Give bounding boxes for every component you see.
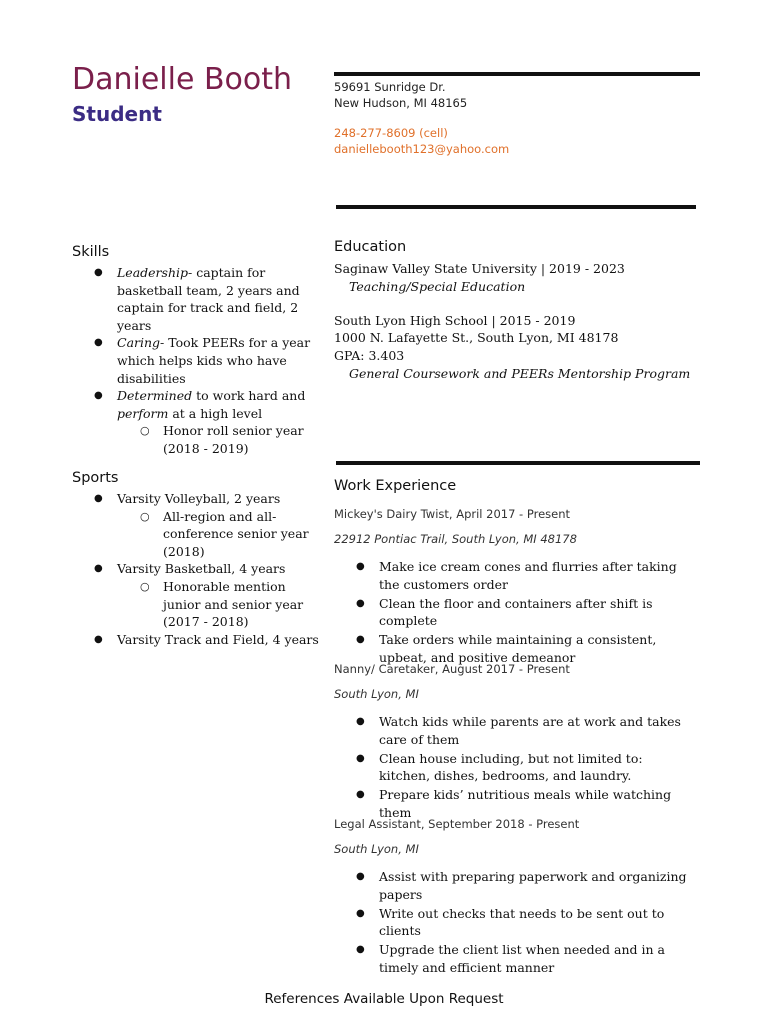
skill-text-2: at a high level bbox=[168, 405, 263, 421]
sport-text: Varsity Basketball, 4 years bbox=[117, 561, 286, 577]
bullet-icon: ● bbox=[356, 752, 365, 764]
skill-lead: Caring- bbox=[117, 335, 165, 351]
sport-item bbox=[72, 490, 327, 560]
job-3-title: Legal Assistant, September 2018 - Present bbox=[334, 817, 580, 831]
sport-text: Varsity Track and Field, 4 years bbox=[117, 631, 319, 647]
job-3-location: South Lyon, MI bbox=[334, 842, 419, 856]
duty-item bbox=[334, 941, 690, 976]
sport-subitem-text: Honorable mention junior and senior year (2017 - 2018) bbox=[163, 578, 304, 630]
bullet-icon: ● bbox=[356, 597, 365, 609]
duty-item bbox=[334, 558, 690, 593]
bullet-icon: ● bbox=[356, 561, 365, 572]
duty-item bbox=[334, 595, 690, 630]
bullet-icon: ● bbox=[356, 907, 365, 919]
skill-subitem-text: Honor roll senior year (2018 - 2019) bbox=[163, 423, 304, 456]
sport-subitem-text: All-region and all-conference senior year (2018) bbox=[163, 508, 309, 559]
top-divider bbox=[334, 72, 700, 76]
duty-item bbox=[334, 713, 690, 748]
bullet-icon: ● bbox=[94, 267, 103, 278]
job-2-title: Nanny/ Caretaker, August 2017 - Present bbox=[334, 662, 570, 676]
job-1-title: Mickey's Dairy Twist, April 2017 - Present bbox=[334, 507, 571, 521]
job-2-duties bbox=[334, 713, 690, 823]
skill-text: Took PEERs for a year which helps kids who have disabilities bbox=[117, 335, 311, 386]
email-address[interactable]: daniellebooth123@yahoo.com bbox=[334, 142, 510, 156]
sport-text: Varsity Volleyball, 2 years bbox=[117, 491, 281, 506]
skill-lead-2: perform bbox=[117, 405, 169, 421]
bullet-icon: ● bbox=[356, 634, 365, 646]
job-3-duties bbox=[334, 868, 690, 978]
duty-text: Write out checks that needs to be sent out to clients bbox=[379, 905, 665, 939]
school-2-name: South Lyon High School | 2015 - 2019 bbox=[334, 313, 576, 328]
skill-item-caring bbox=[72, 334, 327, 387]
education-heading: Education bbox=[334, 239, 407, 255]
duty-item bbox=[334, 868, 690, 903]
bullet-icon: ● bbox=[94, 390, 103, 402]
job-1-duties bbox=[334, 558, 690, 668]
hollow-bullet-icon: ○ bbox=[140, 509, 150, 523]
duty-text: Clean house including, but not limited to: kitchen, dishes, bedrooms, and laundry. bbox=[379, 750, 643, 784]
skill-item-determined bbox=[72, 387, 327, 457]
sport-sublist bbox=[117, 508, 327, 561]
bullet-icon: ● bbox=[94, 493, 103, 504]
resume-name: Danielle Booth bbox=[72, 62, 293, 97]
sport-subitem bbox=[140, 578, 327, 631]
references-footer: References Available Upon Request bbox=[264, 991, 504, 1007]
job-1-location: 22912 Pontiac Trail, South Lyon, MI 48178 bbox=[334, 532, 577, 546]
school-1-program: Teaching/Special Education bbox=[349, 279, 526, 294]
hollow-bullet-icon: ○ bbox=[140, 424, 150, 438]
school-1-name: Saginaw Valley State University | 2019 - 2023 bbox=[334, 261, 625, 276]
duty-text: Watch kids while parents are at work and takes care of them bbox=[379, 714, 681, 747]
contact-divider bbox=[336, 205, 696, 209]
duty-item bbox=[334, 750, 690, 785]
sport-subitem bbox=[140, 508, 327, 561]
duty-text: Clean the floor and containers after shift is complete bbox=[379, 595, 653, 629]
sport-item bbox=[72, 631, 327, 649]
sport-item bbox=[72, 560, 327, 630]
skill-lead: Leadership- bbox=[117, 265, 193, 280]
duty-text: Take orders while maintaining a consistent, upbeat, and positive demeanor bbox=[379, 632, 657, 665]
skills-heading: Skills bbox=[72, 244, 110, 260]
sport-sublist bbox=[117, 578, 327, 631]
school-2-address: 1000 N. Lafayette St., South Lyon, MI 48178 bbox=[334, 330, 619, 345]
duty-text: Upgrade the client list when needed and in a timely and efficient manner bbox=[379, 942, 665, 975]
resume-subtitle: Student bbox=[72, 102, 162, 126]
bullet-icon: ● bbox=[356, 716, 365, 727]
skills-list bbox=[72, 264, 327, 458]
school-2-gpa: GPA: 3.403 bbox=[334, 348, 405, 363]
hollow-bullet-icon: ○ bbox=[140, 579, 150, 593]
skill-text: to work hard and bbox=[192, 388, 306, 404]
bullet-icon: ● bbox=[94, 337, 103, 349]
skill-text: captain for basketball team, 2 years and captain for track and field, 2 years bbox=[117, 265, 300, 333]
duty-text: Make ice cream cones and flurries after taking the customers order bbox=[379, 559, 677, 592]
job-2-location: South Lyon, MI bbox=[334, 687, 419, 701]
skill-item-leadership bbox=[72, 264, 327, 334]
duty-item bbox=[334, 905, 690, 940]
bullet-icon: ● bbox=[356, 944, 365, 956]
education-divider bbox=[336, 461, 700, 465]
school-2-program: General Coursework and PEERs Mentorship Program bbox=[349, 366, 691, 381]
duty-text: Prepare kids’ nutritious meals while watching them bbox=[379, 787, 672, 820]
address-line-1: 59691 Sunridge Dr. bbox=[334, 80, 446, 94]
sports-heading: Sports bbox=[72, 470, 119, 486]
phone-number: 248-277-8609 (cell) bbox=[334, 126, 448, 140]
skill-sublist bbox=[117, 422, 327, 457]
bullet-icon: ● bbox=[94, 563, 103, 575]
address-line-2: New Hudson, MI 48165 bbox=[334, 96, 468, 110]
skill-subitem bbox=[140, 422, 327, 457]
work-heading: Work Experience bbox=[334, 478, 457, 494]
duty-text: Assist with preparing paperwork and organizing papers bbox=[379, 869, 687, 902]
bullet-icon: ● bbox=[356, 871, 365, 882]
sports-list bbox=[72, 490, 327, 648]
skill-lead: Determined bbox=[117, 388, 193, 404]
bullet-icon: ● bbox=[356, 789, 365, 801]
bullet-icon: ● bbox=[94, 633, 103, 645]
